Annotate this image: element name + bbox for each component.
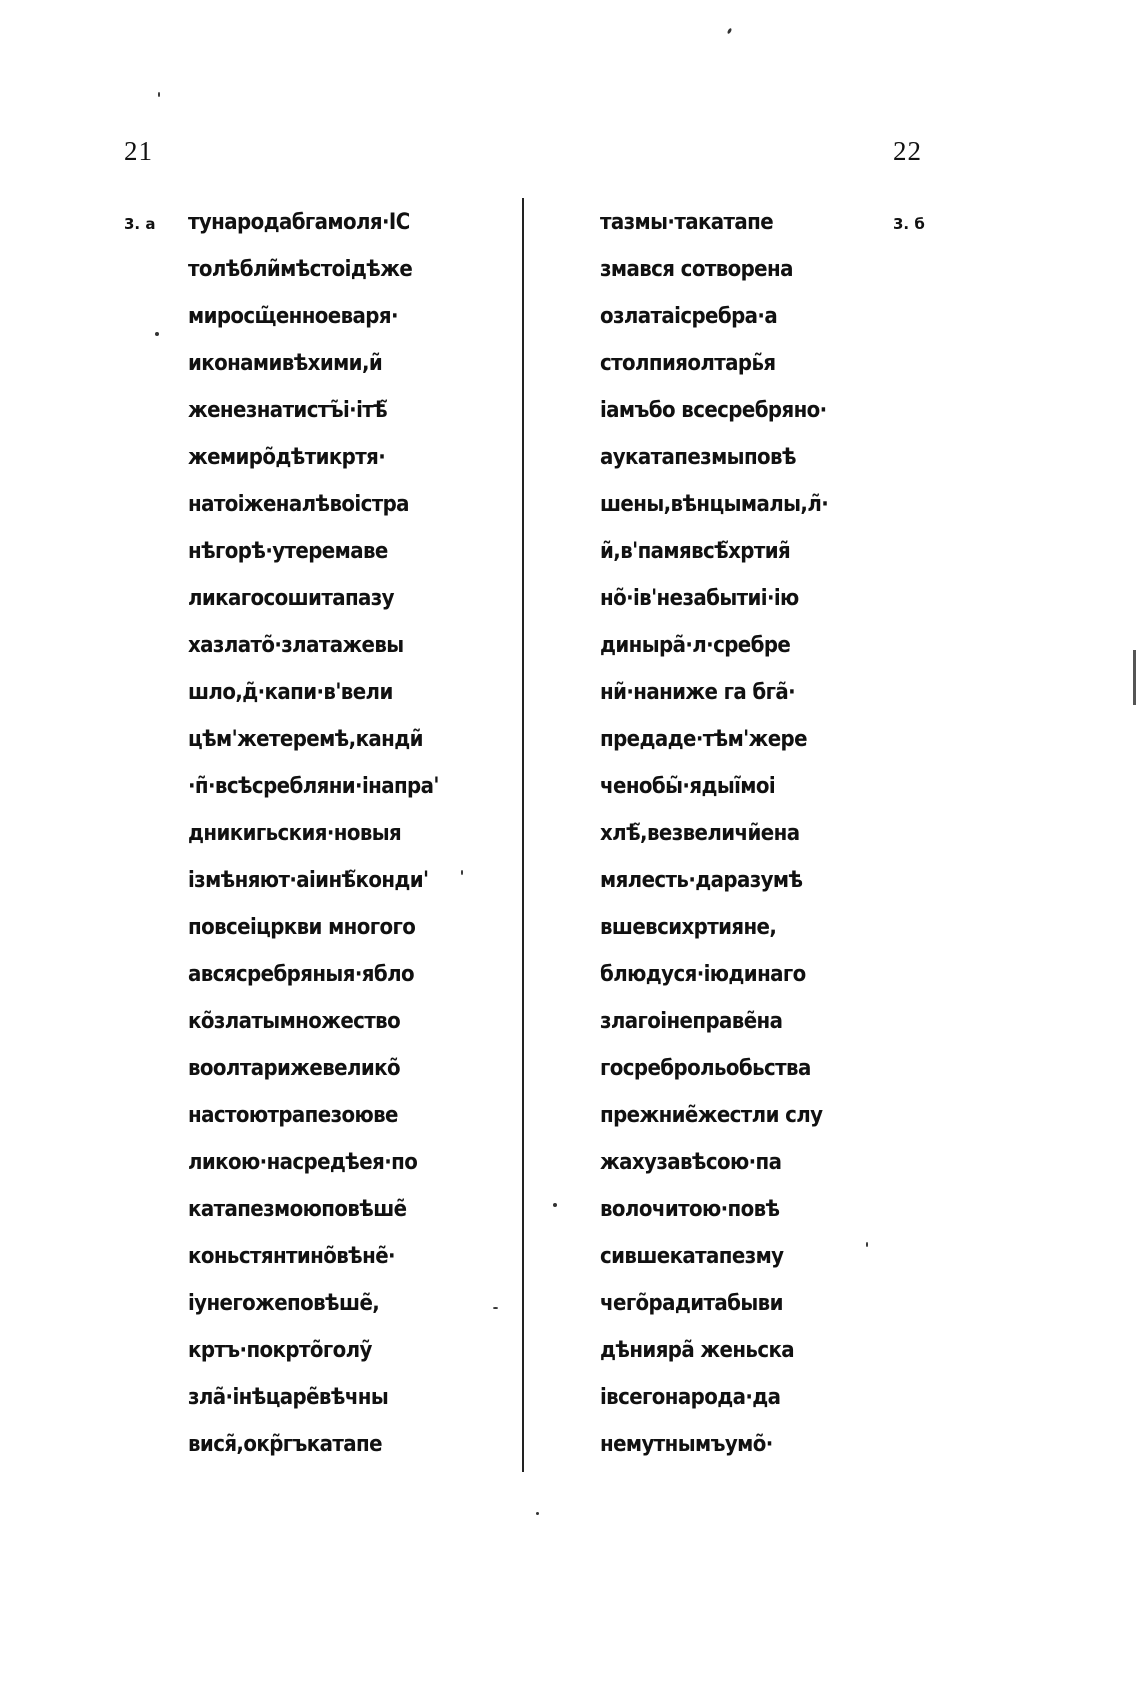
- scan-edge-mark: [1133, 650, 1136, 705]
- text-line: нѣгорѣ·утеремаве: [188, 539, 388, 564]
- column-divider: [522, 198, 524, 1472]
- text-line: ликою·насредѣея·по: [188, 1150, 418, 1175]
- text-line: коньстянтино͂вѣне͂·: [188, 1244, 395, 1269]
- text-line: натоіженалѣвоістра: [188, 492, 409, 517]
- text-line: аукатапезмыповѣ: [600, 445, 796, 470]
- text-line: жемиро͂дѣтикртя·: [188, 445, 386, 470]
- text-line: вися͂,окр͂гъкатапе: [188, 1432, 382, 1457]
- text-line: вшевсихртияне,: [600, 915, 777, 940]
- folio-mark-left: 3. а: [124, 215, 156, 233]
- text-line: шло,д͂·капи·в'вели: [188, 680, 393, 705]
- text-line: но͂·ів'незабытиі·ію: [600, 586, 799, 611]
- text-line: и͂,в'памявсѣ͂хртия͂: [600, 539, 791, 564]
- text-line: катапезмоюповѣше͂: [188, 1197, 407, 1222]
- text-line: госреброльобьства: [600, 1056, 811, 1081]
- text-line: воолтарижевелико͂: [188, 1056, 400, 1081]
- scan-speck: [461, 870, 463, 875]
- text-line: диныра͂·л·сребре: [600, 633, 791, 658]
- text-line: столпияолтарь͂я: [600, 351, 776, 376]
- text-line: кртъ·покрто͂голу͂: [188, 1338, 372, 1363]
- text-line: дникигьския·новыя: [188, 821, 402, 846]
- scan-speck: [727, 28, 733, 35]
- text-line: сившекатапезму: [600, 1244, 784, 1269]
- text-line: ликагосошитапазу: [188, 586, 394, 611]
- text-line: дѣнияра͂ женьска: [600, 1338, 795, 1363]
- text-line: чего͂радитабыви: [600, 1291, 783, 1316]
- text-line: мялесть·даразумѣ: [600, 868, 803, 893]
- text-line: женезнатистъ͂і·ітѣ͂: [188, 398, 388, 423]
- text-line: цѣм'жетеремѣ,канди͂: [188, 727, 423, 752]
- text-line: ченобы͂·ядыі͂моі: [600, 774, 776, 799]
- text-line: тународабгамоля·ІС: [188, 210, 410, 235]
- text-line: ·п͂·всѣсребляни·інапра': [188, 774, 439, 799]
- text-line: блюдуся·іюдинаго: [600, 962, 806, 987]
- text-line: іамъбо всесребряно·: [600, 398, 827, 423]
- text-line: ни͂·наниже га бга͂·: [600, 680, 796, 705]
- text-line: зла͂·інѣцаре͂вѣчны: [188, 1385, 389, 1410]
- folio-mark-right: 3. б: [893, 215, 925, 233]
- scan-speck: [158, 92, 160, 97]
- text-line: предаде·тѣм'жере: [600, 727, 807, 752]
- scan-speck: [155, 332, 159, 336]
- scan-speck: [866, 1242, 868, 1247]
- text-line: змався сотворена: [600, 257, 793, 282]
- page-number-right: 22: [893, 136, 922, 166]
- text-line: прежние͂жестли слу: [600, 1103, 823, 1128]
- text-line: ко͂златымножество: [188, 1009, 401, 1034]
- text-line: іунегожеповѣше͂,: [188, 1291, 380, 1316]
- text-line: злагоінеправе͂на: [600, 1009, 783, 1034]
- text-line: ізмѣняют·аіинѣ͂конди': [188, 868, 429, 893]
- text-column-right: [600, 206, 860, 1475]
- text-line: жахузавѣсою·па: [600, 1150, 782, 1175]
- scan-speck: [493, 1307, 498, 1309]
- text-line: повсеіцркви многого: [188, 915, 416, 940]
- text-line: немутнымъумо͂·: [600, 1432, 773, 1457]
- text-line: озлатаісребра·а: [600, 304, 778, 329]
- text-line: тазмы·такатапе: [600, 210, 774, 235]
- text-column-left: [188, 206, 488, 1475]
- text-line: волочитою·повѣ: [600, 1197, 780, 1222]
- text-line: івсегонарода·да: [600, 1385, 781, 1410]
- scan-speck: [536, 1512, 539, 1515]
- text-line: миросщ͂енноеваря·: [188, 304, 398, 329]
- text-line: настоютрапезоюве: [188, 1103, 398, 1128]
- text-line: иконамивѣхими,и͂: [188, 351, 383, 376]
- text-line: толѣбли͂мѣстоідѣже: [188, 257, 413, 282]
- text-line: хазлато͂·златажевы: [188, 633, 404, 658]
- text-line: хлѣ͂,везвеличи͂ена: [600, 821, 800, 846]
- page-number-left: 21: [124, 136, 153, 166]
- text-line: шены,вѣнцымалы,л͂·: [600, 492, 829, 517]
- text-line: авсясребряныя·ябло: [188, 962, 414, 987]
- scan-speck: [553, 1203, 557, 1207]
